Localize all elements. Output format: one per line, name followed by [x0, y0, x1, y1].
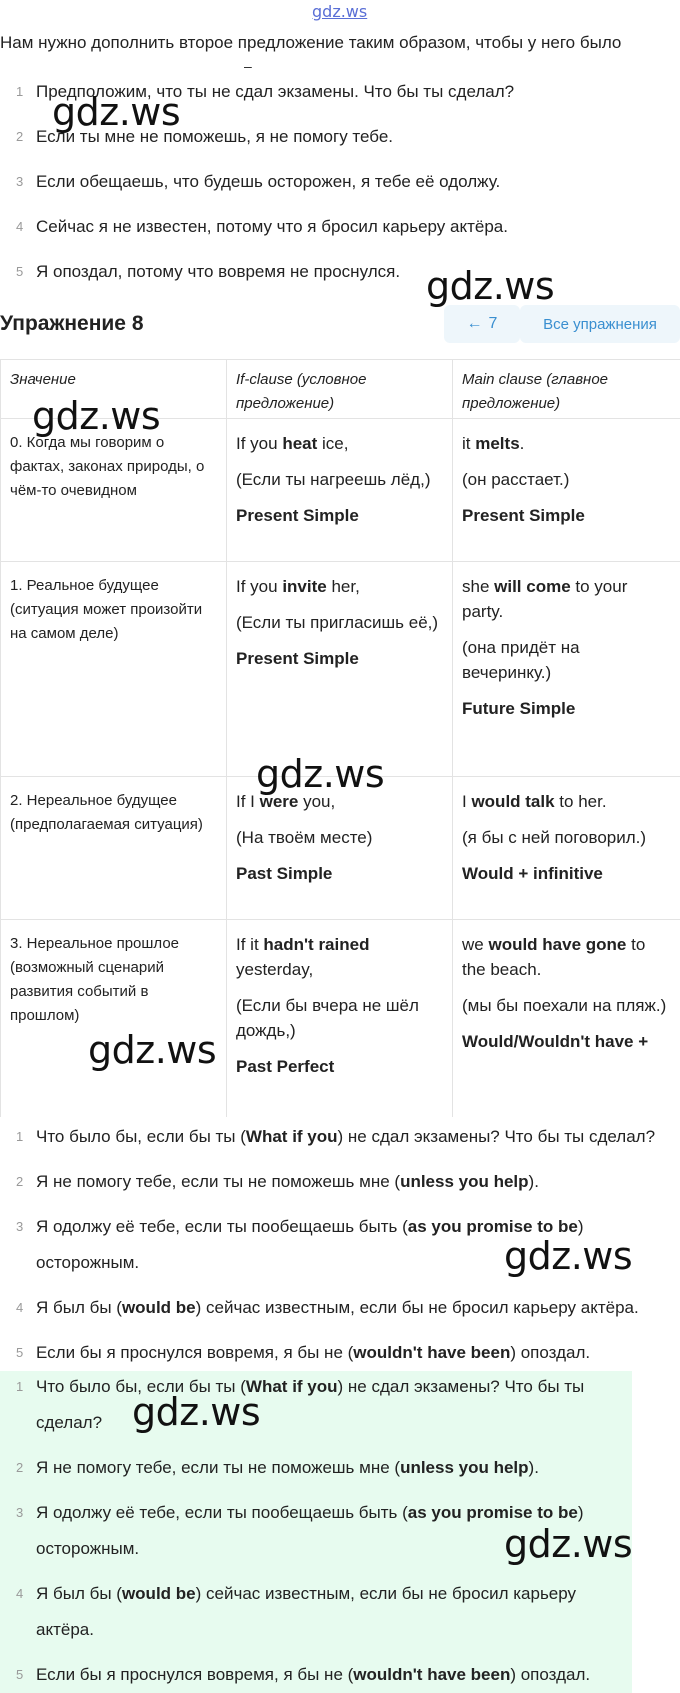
column-header: Значение [1, 360, 227, 419]
meaning-cell: 2. Нереальное будущее (предполагаемая ситуация) [1, 777, 227, 920]
list-item: 4 Я был бы (would be) сейчас известным, если бы не бросил карьеру актёра. [16, 1298, 639, 1317]
table-row [1, 920, 680, 1118]
list-item: 1 Предположим, что ты не сдал экзамены. Что бы ты сделал? [0, 74, 680, 110]
list-item: 5 Если бы я проснулся вовремя, я бы не (wouldn't have been) опоздал. [16, 1343, 591, 1362]
list-item: 1 Что было бы, если бы ты (What if you) не сдал экзамены? Что бы ты сделал? [16, 1127, 656, 1146]
if-clause-cell: If it hadn't rained yesterday, (Если бы вчера не шёл дождь,) Past Perfect [227, 920, 453, 1118]
item-number: 4 [16, 219, 24, 234]
main-clause-cell: we would have gone to the beach. (мы бы поехали на пляж.) Would/Wouldn't have + [453, 920, 680, 1118]
list-item: 3 Я одолжу её тебе, если ты пообещаешь быть (as you promise to be) осторожным. [16, 1217, 584, 1272]
main-clause-cell: I would talk to her. (я бы с ней поговорил.) Would + infinitive [453, 777, 680, 920]
intro-dash: – [244, 58, 252, 74]
column-header: If-clause (условное предложение) [227, 360, 453, 419]
list-item: 2 Я не помогу тебе, если ты не поможешь мне (unless you help). [16, 1172, 539, 1191]
list-item: 5 Я опоздал, потому что вовремя не проснулся. [0, 254, 680, 290]
watermark: gdz.ws [88, 1028, 217, 1072]
if-clause-cell: If you heat ice, (Если ты нагреешь лёд,) Present Simple [227, 419, 453, 562]
column-header: Main clause (главное предложение) [453, 360, 680, 419]
if-clause-cell: If I were you, (На твоём месте) Past Simple [227, 777, 453, 920]
watermark: gdz.ws [504, 1234, 633, 1278]
meaning-cell: 3. Нереальное прошлое (возможный сценарий развития событий в прошлом) [1, 920, 227, 1118]
main-clause-cell: it melts. (он расстает.) Present Simple [453, 419, 680, 562]
item-number: 2 [16, 129, 24, 144]
meaning-cell: 1. Реальное будущее (ситуация может произойти на самом деле) [1, 562, 227, 777]
all-exercises-button[interactable]: Все упражнения [520, 305, 680, 343]
list-item: 3 Я одолжу её тебе, если ты пообещаешь быть (as you promise to be) осторожным. [16, 1503, 584, 1558]
main-clause-cell: she will come to your party. (она придёт на вечеринку.) Future Simple [453, 562, 680, 777]
list-item: 2 Я не помогу тебе, если ты не поможешь мне (unless you help). [16, 1458, 539, 1477]
intro-text: Нам нужно дополнить второе предложение таким образом, чтобы у него было [0, 33, 622, 52]
table-row [1, 777, 680, 920]
conditionals-table [0, 359, 680, 1117]
list-item: 5 Если бы я проснулся вовремя, я бы не (wouldn't have been) опоздал. [16, 1665, 591, 1684]
item-number: 5 [16, 264, 24, 279]
list-item: 4 Я был бы (would be) сейчас известным, если бы не бросил карьеру актёра. [16, 1584, 577, 1639]
list-item: 3 Если обещаешь, что будешь осторожен, я тебе её одолжу. [0, 164, 680, 200]
watermark: gdz.ws [132, 1390, 261, 1434]
list-item: 1 Что было бы, если бы ты (What if you) не сдал экзамены? Что бы ты сделал? [16, 1377, 585, 1432]
prev-exercise-number: 7 [488, 315, 498, 332]
watermark: gdz.ws [504, 1522, 633, 1566]
watermark: gdz.ws [426, 264, 555, 308]
if-clause-cell: If you invite her, (Если ты пригласишь её,) Present Simple [227, 562, 453, 777]
list-item: 2 Если ты мне не поможешь, я не помогу тебе. [0, 119, 680, 155]
arrow-left-icon: ← [466, 315, 483, 332]
watermark: gdz.ws [32, 394, 161, 438]
exercise-title: Упражнение 8 [0, 312, 144, 335]
meaning-cell: 0. Когда мы говорим о фактах, законах природы, о чём-то очевидном [1, 419, 227, 562]
list-item: 4 Сейчас я не известен, потому что я бросил карьеру актёра. [0, 209, 680, 245]
item-number: 3 [16, 174, 24, 189]
item-number: 1 [16, 84, 24, 99]
table-row [1, 562, 680, 777]
table-row [1, 419, 680, 562]
watermark: gdz.ws [256, 752, 385, 796]
watermark: gdz.ws [52, 90, 181, 134]
watermark-link[interactable]: gdz.ws [312, 2, 368, 21]
